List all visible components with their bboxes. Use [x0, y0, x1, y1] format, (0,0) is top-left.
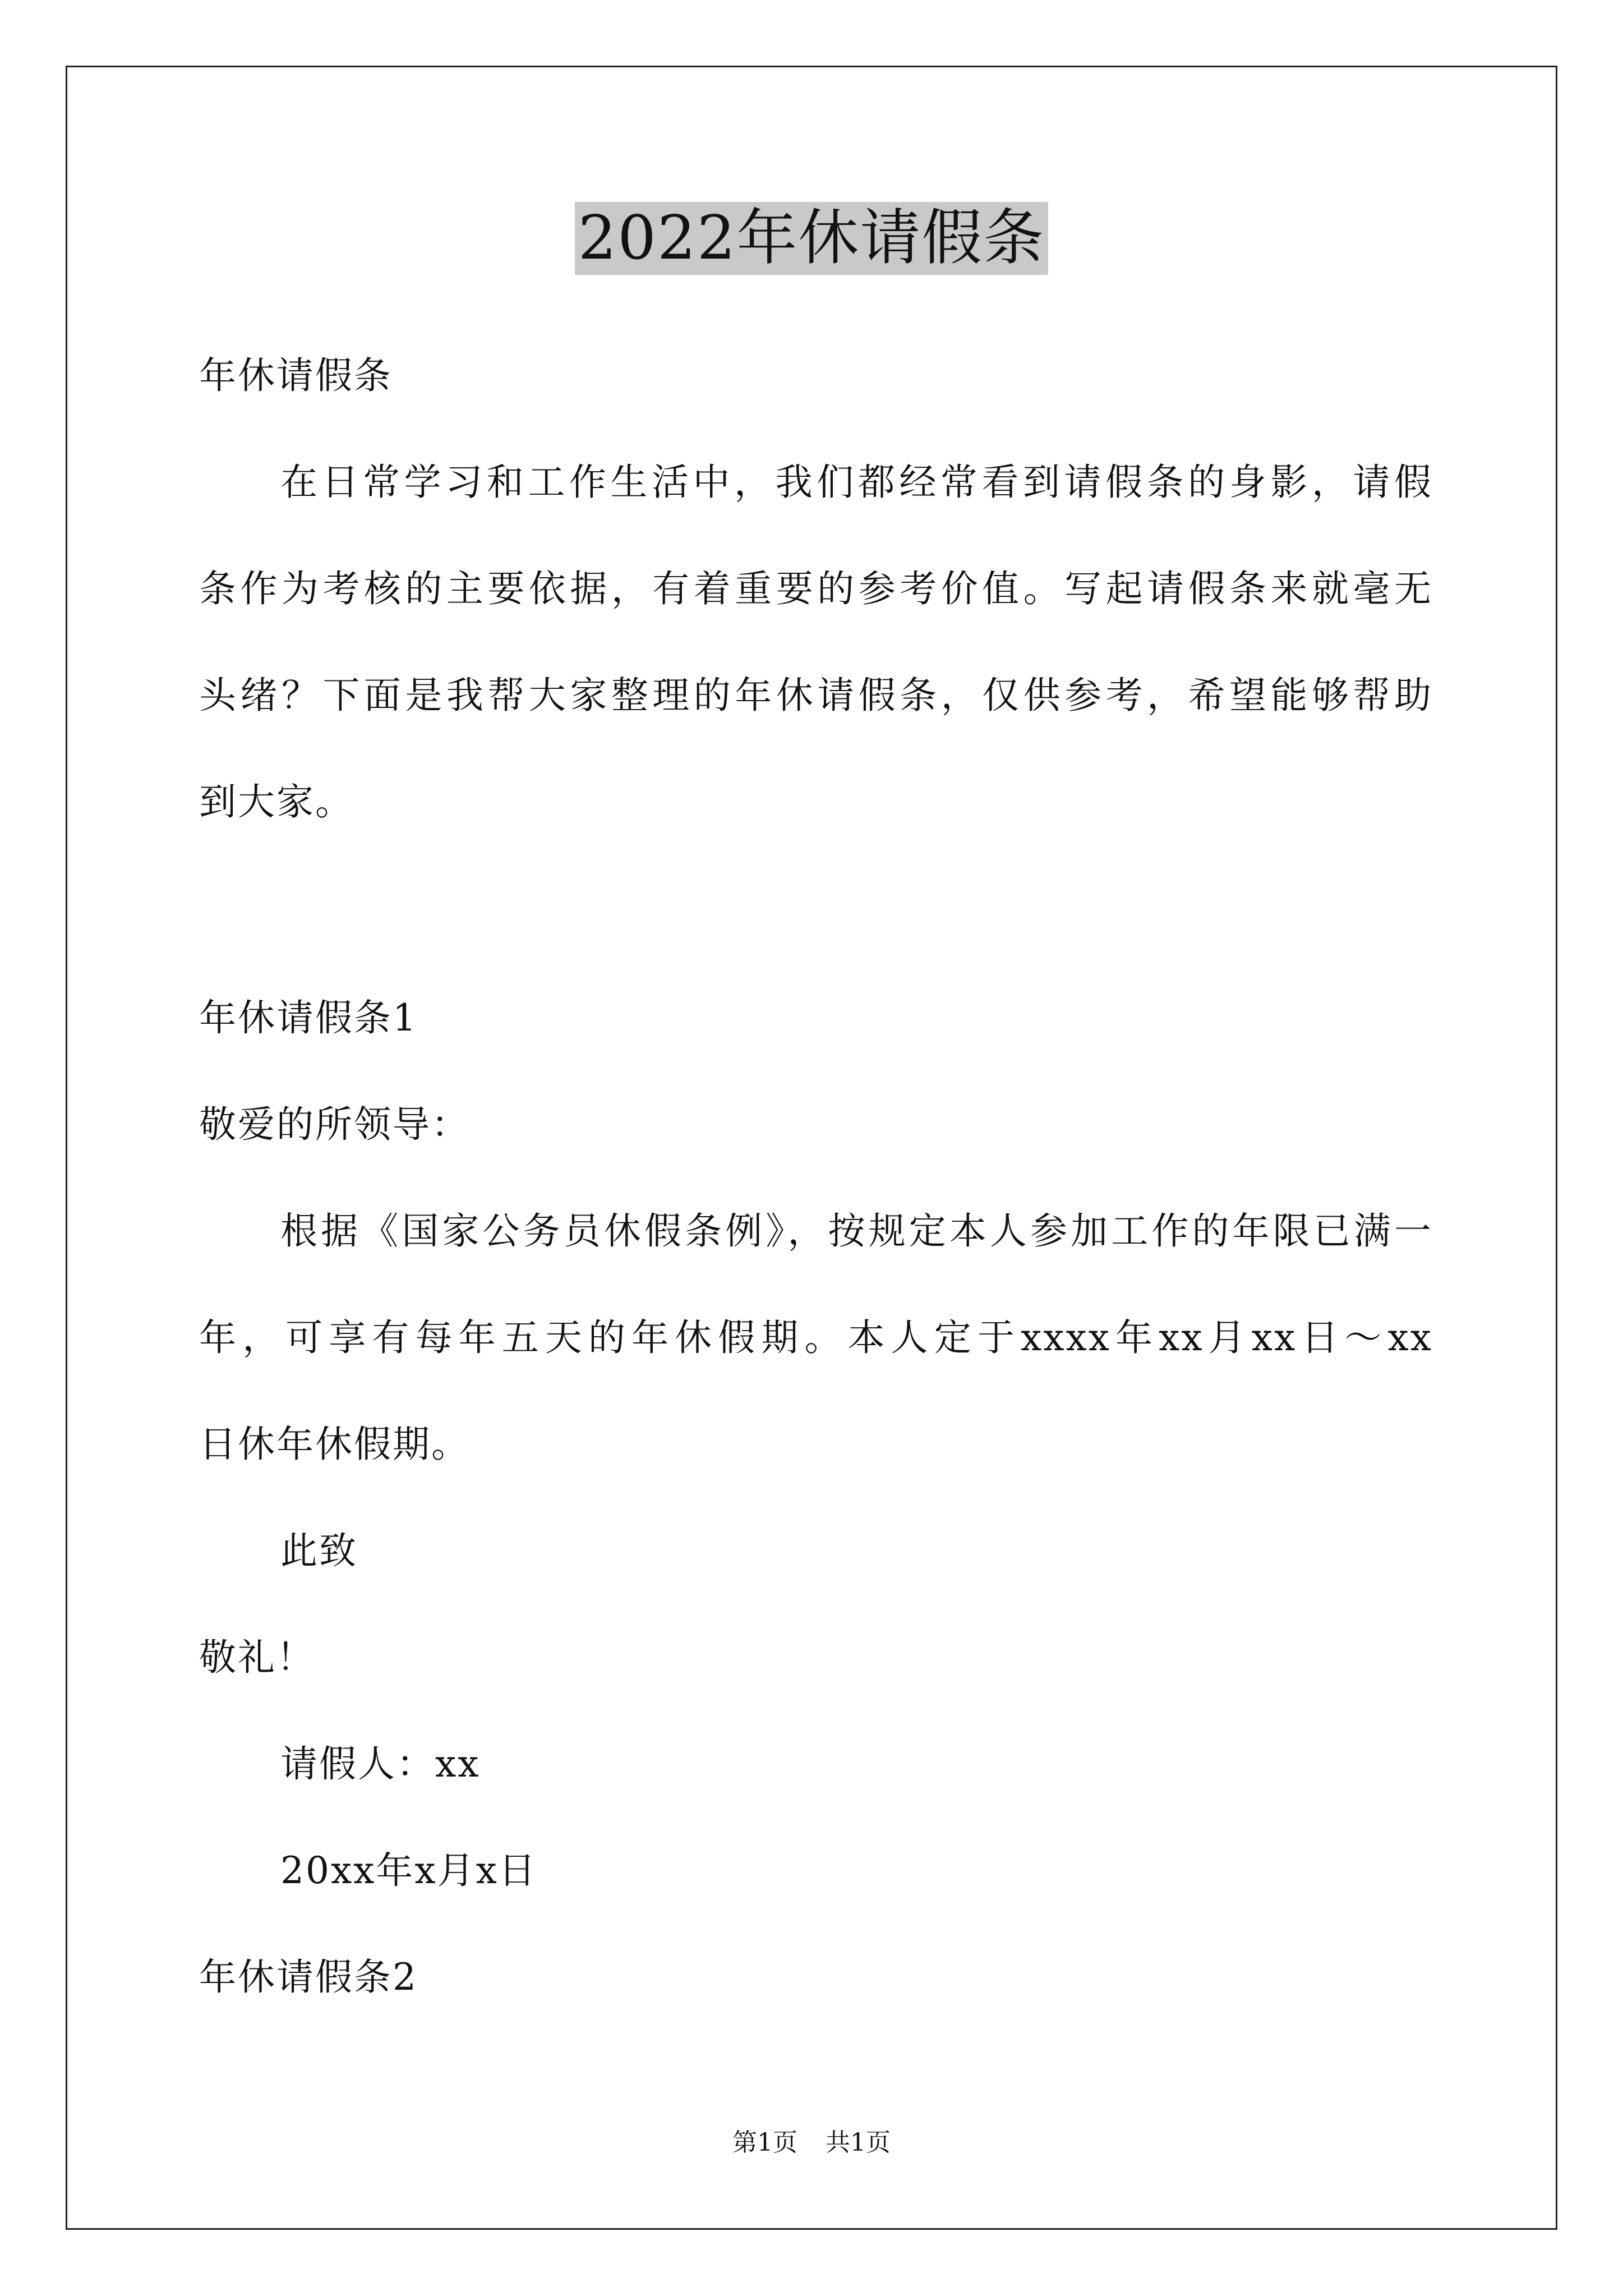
intro-line-4: 到大家。: [199, 780, 354, 823]
section1-heading: 年休请假条1: [199, 996, 418, 1039]
regards: 敬礼！: [199, 1636, 315, 1679]
body-line-2: 年，可享有每年五天的年休假期。本人定于xxxx年xx月xx日～xx: [199, 1316, 1433, 1359]
body-line-3: 日休年休假期。: [199, 1423, 470, 1466]
page-footer: [0, 2127, 1623, 2159]
applicant: 请假人：xx: [280, 1742, 481, 1786]
date: 20xx年x月x日: [280, 1849, 537, 1892]
intro-line-1: 在日常学习和工作生活中，我们都经常看到请假条的身影，请假: [280, 461, 1433, 504]
section2-heading: 年休请假条2: [199, 1955, 418, 1999]
intro-line-2: 条作为考核的主要依据，有着重要的参考价值。写起请假条来就毫无: [199, 567, 1433, 610]
page-current: 第1页: [732, 2128, 797, 2157]
title-container: [0, 202, 1623, 275]
body-line-1: 根据《国家公务员休假条例》，按规定本人参加工作的年限已满一: [280, 1209, 1433, 1253]
salutation: 敬爱的所领导：: [199, 1103, 470, 1146]
page-total: 共1页: [826, 2128, 891, 2157]
intro-line-3: 头绪？下面是我帮大家整理的年休请假条，仅供参考，希望能够帮助: [199, 674, 1433, 717]
document-title: 2022年休请假条: [575, 202, 1049, 275]
closing: 此致: [280, 1529, 358, 1572]
subtitle: 年休请假条: [199, 354, 393, 397]
